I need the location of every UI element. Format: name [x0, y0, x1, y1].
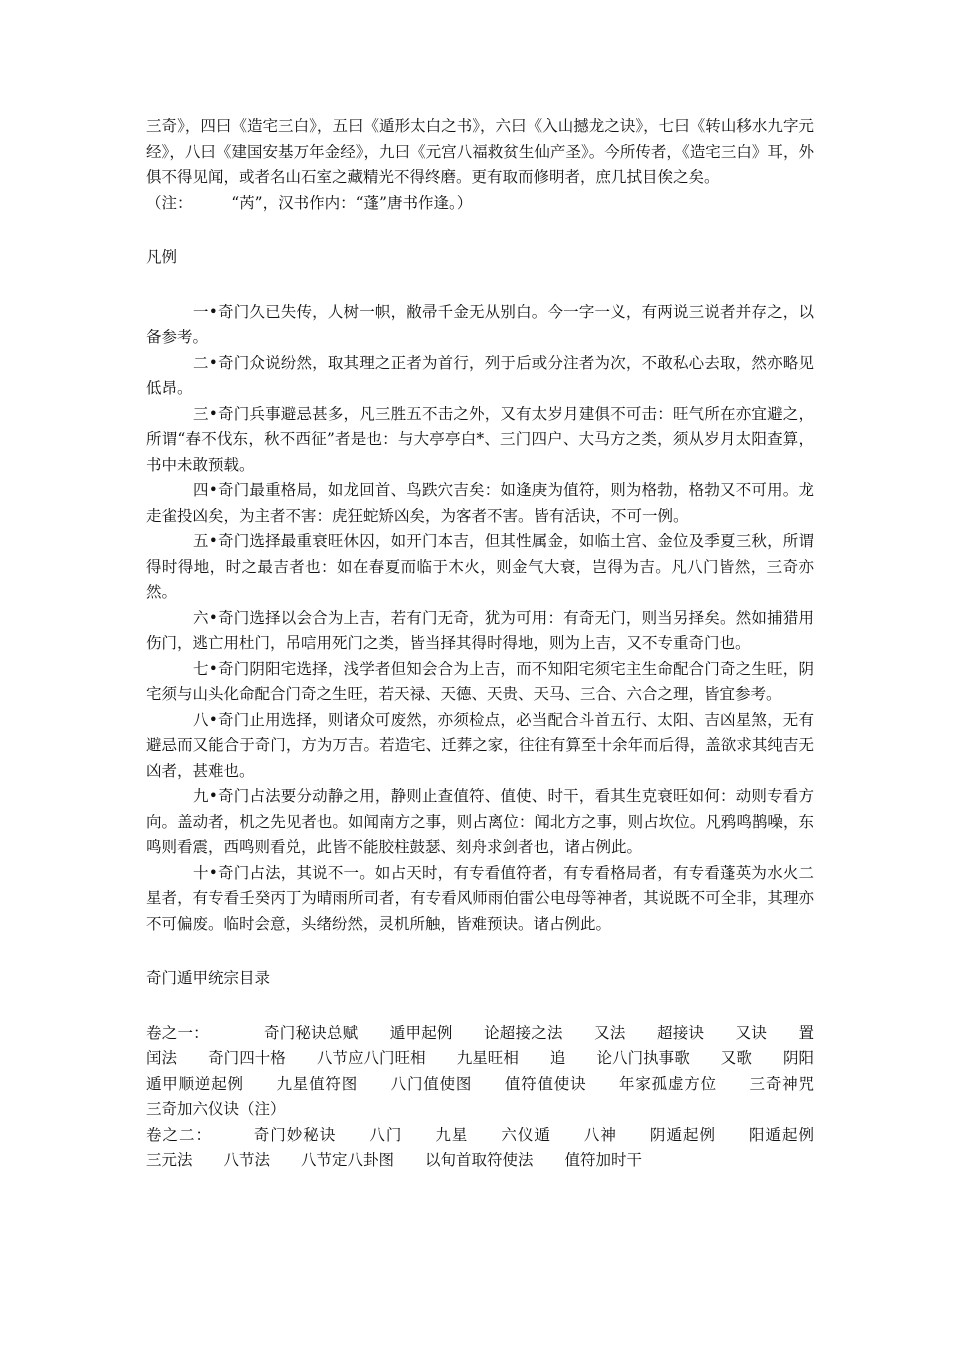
fanli-heading: 凡例: [146, 248, 178, 266]
intro-paragraph: 三奇》，四曰《造宅三白》，五曰《遁形太白之书》，六曰《入山撼龙之诀》，七曰《转山移水九字元经》，八曰《建国安基万年金经》，九曰《元宫八福救贫生仙产圣》。今所传者，《造宅三白》耳，外俱不得见闻，或者名山石室之藏精光不得终磨。更有取而修明者，庶几拭目俟之矣。: [146, 117, 814, 186]
fanli-item: 四•奇门最重格局，如龙回首、鸟跌穴吉矣：如逢庚为值符，则为格勃，格勃又不可用。龙走雀投凶矣，为主者不害：虎狂蛇矫凶矣，为客者不害。皆有活诀，不可一例。: [146, 481, 814, 525]
spacer: [146, 271, 814, 300]
fanli-item: 六•奇门选择以会合为上吉，若有门无奇，犹为可用：有奇无门，则当另择矣。然如捕猎用伤门，逃亡用杜门，吊唁用死门之类，皆当择其得时得地，则为上吉，又不专重奇门也。: [146, 608, 814, 652]
toc-volume-2: 卷之二： 奇门妙秘诀 八门 九星 六仪遁 八神 阴遁起例 阳遁起例 三元法 八节法 八节定八卦图 以旬首取符使法 值符加时干: [146, 1125, 846, 1169]
fanli-item: 一•奇门久已失传，人树一帜，敝帚千金无从别白。今一字一义，有两说三说者并存之，以备参考。: [146, 302, 814, 346]
toc-heading: 奇门遁甲统宗目录: [146, 969, 271, 987]
intro-note: （注： “芮”，汉书作内：“蓬”唐书作逢。）: [146, 193, 473, 212]
fanli-item: 九•奇门占法要分动静之用，静则止查值符、值使、时干，看其生克衰旺如何：动则专看方向。盖动者，机之先见者也。如闻南方之事，则占离位：闻北方之事，则占坎位。凡鸦鸣鹊噪，东鸣则看震，西鸣则看兑，此皆不能胶柱鼓瑟、刻舟求剑者也，诸占例此。: [146, 787, 814, 856]
spacer: [146, 937, 814, 966]
fanli-item: 五•奇门选择最重衰旺休囚，如开门本吉，但其性属金，如临土宫、金位及季夏三秋，所谓得时得地，时之最吉者也：如在春夏而临于木火，则金气大衰，岂得为吉。凡八门皆然，三奇亦然。: [146, 532, 814, 601]
spacer: [146, 216, 814, 245]
toc-volume-1: 卷之一： 奇门秘诀总赋 遁甲起例 论超接之法 又法 超接诀 又诀 置闰法 奇门四十格 八节应八门旺相 九星旺相 追 论八门执事歌 又歌 阴阳遁甲顺逆起例 九星值符图 八门值使图 值符值使诀 年家孤虚方位 三奇神咒 三奇加六仪诀（注）: [146, 1023, 846, 1118]
document-page: [146, 114, 846, 1174]
fanli-item: 七•奇门阴阳宅选择，浅学者但知会合为上吉，而不知阳宅须宅主生命配合门奇之生旺，阴宅须与山头化命配合门奇之生旺，若天禄、天德、天贵、天马、三合、六合之理，皆宜参考。: [146, 659, 814, 703]
fanli-item: 二•奇门众说纷然，取其理之正者为首行，列于后或分注者为次，不敢私心去取，然亦略见低昂。: [146, 353, 814, 397]
fanli-item: 三•奇门兵事避忌甚多，凡三胜五不击之外，又有太岁月建俱不可击：旺气所在亦宜避之，所谓“春不伐东，秋不西征”者是也：与大亭亭白*、三门四户、大马方之类，须从岁月太阳查算，书中未敢预载。: [146, 404, 814, 474]
spacer: [146, 992, 814, 1021]
fanli-item: 十•奇门占法，其说不一。如占天时，有专看值符者，有专看格局者，有专看蓬英为水火二星者，有专看壬癸丙丁为晴雨所司者，有专看风师雨伯雷公电母等神者，其说既不可全非，其理亦不可偏废。临时会意，头绪纷然，灵机所触，皆难预诀。诸占例此。: [146, 863, 814, 933]
fanli-item: 八•奇门止用选择，则诸众可废然，亦须检点，必当配合斗首五行、太阳、吉凶星煞，无有避忌而又能合于奇门，方为万吉。若造宅、迁葬之家，往往有算至十余年而后得，盖欲求其纯吉无凶者，甚难也。: [146, 710, 814, 780]
